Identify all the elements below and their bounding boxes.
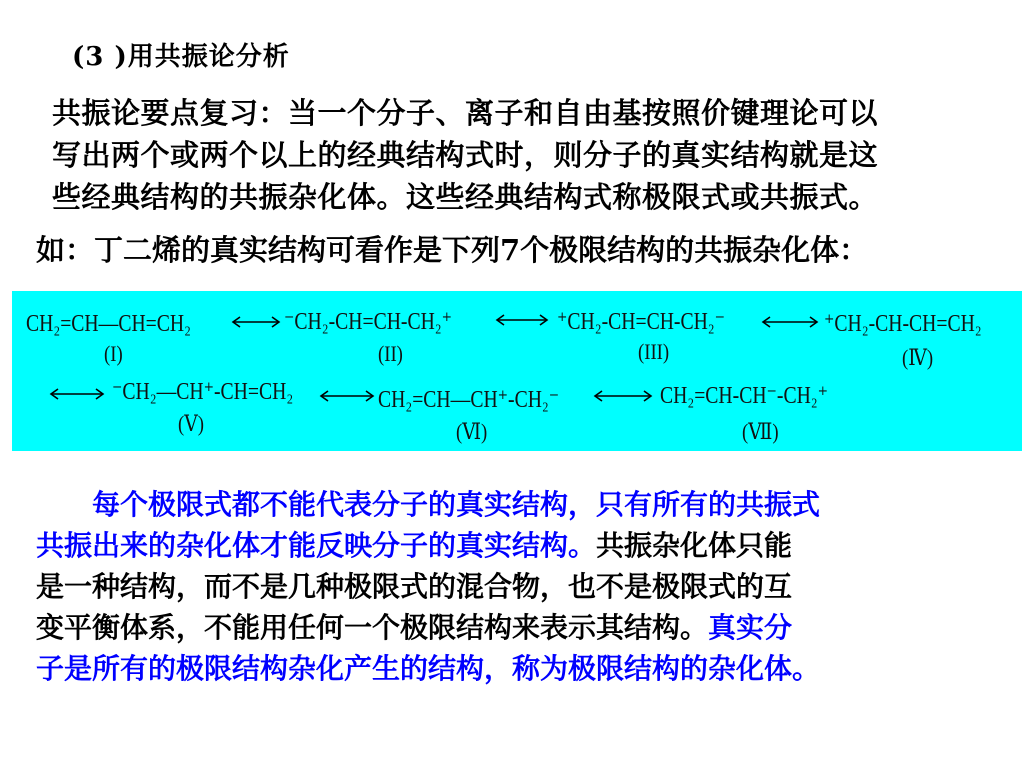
conclusion-paragraph [36, 484, 1011, 689]
structure-formula-2: ⁻CH₂-CH=CH-CH₂⁺ [284, 309, 453, 335]
conclusion-line-3: 是一种结构，而不是几种极限式的混合物，也不是极限式的互 [36, 570, 793, 603]
conclusion-emphasis-1: 每个极限式都不能代表分子的真实结构，只有所有的共振式 [92, 488, 821, 521]
review-line-1: 共振论要点复习：当一个分子、离子和自由基按照价键理论可以 [52, 96, 879, 130]
structure-formula-1: CH₂=CH—CH=CH₂ [26, 311, 191, 337]
conclusion-text-4: 变平衡体系，不能用任何一个极限结构来表示其结构。 [36, 611, 709, 644]
resonance-arrow-4-icon [48, 387, 106, 401]
section-heading: (3 )用共振论分析 [72, 42, 290, 72]
resonance-arrow-1-icon [230, 315, 282, 329]
structure-label-2: (II) [378, 341, 403, 366]
structure-formula-3: ⁺CH₂-CH=CH-CH₂⁻ [557, 309, 726, 335]
structure-formula-7: CH₂=CH-CH⁻-CH₂⁺ [660, 383, 829, 409]
structure-label-3: (III) [638, 339, 670, 364]
resonance-arrow-3-icon [760, 315, 820, 329]
resonance-arrow-6-icon [592, 389, 654, 403]
structure-label-1: (I) [104, 341, 123, 366]
structure-label-5: (Ⅴ) [178, 411, 204, 436]
conclusion-text-2: 共振杂化体只能 [596, 529, 793, 562]
conclusion-emphasis-2: 共振出来的杂化体才能反映分子的真实结构。 [36, 529, 597, 562]
structure-formula-6: CH₂=CH—CH⁺-CH₂⁻ [378, 387, 560, 413]
conclusion-emphasis-4: 真实分 [708, 611, 793, 644]
conclusion-line-4 [36, 607, 1011, 648]
structure-formula-5: ⁻CH₂—CH⁺-CH=CH₂ [112, 379, 294, 405]
review-line-3: 些经典结构的共振杂化体。这些经典结构式称极限式或共振式。 [52, 180, 879, 214]
conclusion-line-2 [36, 525, 1011, 566]
intro-sentence: 如：丁二烯的真实结构可看作是下列7个极限结构的共振杂化体： [36, 233, 869, 267]
resonance-structures-panel [12, 291, 1022, 451]
conclusion-line-5: 子是所有的极限结构杂化产生的结构，称为极限结构的杂化体。 [36, 652, 821, 685]
resonance-arrow-2-icon [494, 313, 550, 327]
resonance-arrow-5-icon [318, 389, 376, 403]
structure-label-4: (Ⅳ) [902, 345, 934, 370]
conclusion-line-1 [36, 484, 1011, 525]
structure-formula-4: ⁺CH₂-CH-CH=CH₂ [824, 311, 982, 337]
structure-label-6: (Ⅵ) [456, 419, 488, 444]
review-line-2: 写出两个或两个以上的经典结构式时，则分子的真实结构就是这 [52, 138, 879, 172]
structure-label-7: (Ⅶ) [742, 419, 779, 444]
review-paragraph [52, 92, 1012, 218]
